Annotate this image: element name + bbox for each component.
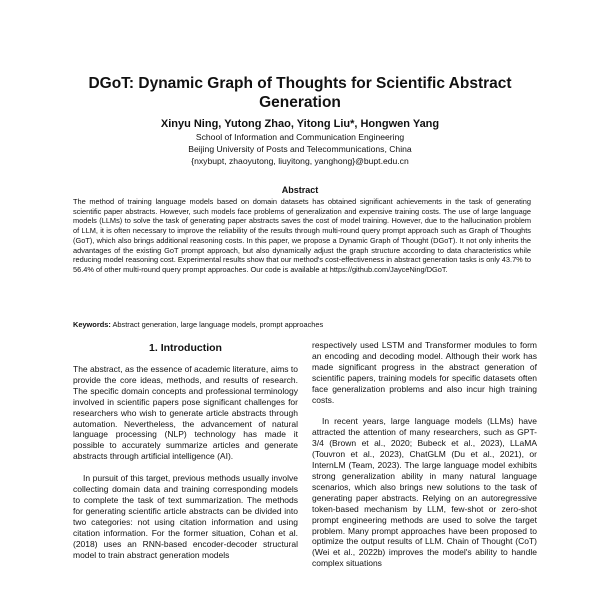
intro-paragraph-1: The abstract, as the essence of academic literature, aims to provide the core ideas, methods, and results of research. The specific domain concepts and professional terminology involved in scientific papers pose significant challenges for researchers who wish to generate article abstracts through automation. Nevertheless, the advancement of natural language processing (NLP) technology has made it possible to accurately summarize articles and generate abstracts through artificial intelligence (AI). — [73, 364, 298, 462]
intro-paragraph-3: respectively used LSTM and Transformer modules to form an encoding and decoding model. Although their work has made significant progress in the abstract generation of scientific papers, training models for specific datasets often face generalization problems and also incur high training costs. — [312, 340, 537, 405]
abstract-body: The method of training language models based on domain datasets has obtained significant achievements in the task of generating scientific paper abstracts. However, such models face problems of generalization and expensive training costs. The use of large language models (LLMs) to solve the task of generating paper abstracts saves the cost of model training. However, due to the hallucination problem of LLM, it is often necessary to improve the reliability of the results through multi-round query prompt approach such as Graph of Thoughts (GoT), which also brings additional reasoning costs. In this paper, we propose a Dynamic Graph of Thought (DGoT). It not only inherits the advantages of the existing GoT prompt approach, but also dynamically adjust the graph structure according to data characteristics while reducing model reasoning cost. Experimental results show that our method's cost-effectiveness in abstract generation tasks is only 43.7% to 56.4% of other multi-round query prompt approaches. Our code is available at https://github.com/JayceNing/DGoT. — [73, 197, 531, 274]
section-heading-introduction: 1. Introduction — [149, 342, 222, 354]
intro-paragraph-4: In recent years, large language models (LLMs) have attracted the attention of many researchers, such as GPT-3/4 (Brown et al., 2020; Bubeck et al., 2023), LLaMA (Touvron et al., 2023), ChatGLM (Du et al., 2021), or InternLM (Team, 2023). The large language model exhibits strong generalization ability in many natural language scenarios, which also brings new solutions to the task of generating paper abstracts. Relying on an autoregressive token-based mechanism by LLM, few-shot or zero-shot prompt engineering methods are used to solve the target problem. Many prompt approaches have been proposed to optimize the output results of LLM. Chain of Thought (CoT) (Wei et al., 2022b) improves the model's ability to handle complex situations — [312, 416, 537, 569]
author-emails: {nxybupt, zhaoyutong, liuyitong, yanghong}@bupt.edu.cn — [191, 156, 409, 166]
intro-paragraph-2: In pursuit of this target, previous methods usually involve collecting domain data and training corresponding models to complete the task of text summarization. The methods for generating scientific article abstracts can be divided into two categories: not using citation information and using citation information. For the former situation, Cohan et al. (2018) uses an RNN-based encoder-decoder structural model to train abstract generation models — [73, 473, 298, 560]
keywords-text: Abstract generation, large language models, prompt approaches — [112, 320, 324, 329]
affiliation-school: School of Information and Communication Engineering — [195, 132, 405, 142]
keywords-line — [73, 320, 531, 330]
affiliation-university: Beijing University of Posts and Telecommunications, China — [188, 144, 412, 154]
author-list: Xinyu Ning, Yutong Zhao, Yitong Liu*, Hongwen Yang — [160, 118, 440, 130]
abstract-heading: Abstract — [281, 185, 319, 195]
right-column — [312, 340, 537, 580]
paper-title: DGoT: Dynamic Graph of Thoughts for Scientific Abstract Generation — [88, 75, 512, 111]
keywords-label: Keywords: — [73, 320, 111, 329]
left-column — [73, 340, 298, 571]
